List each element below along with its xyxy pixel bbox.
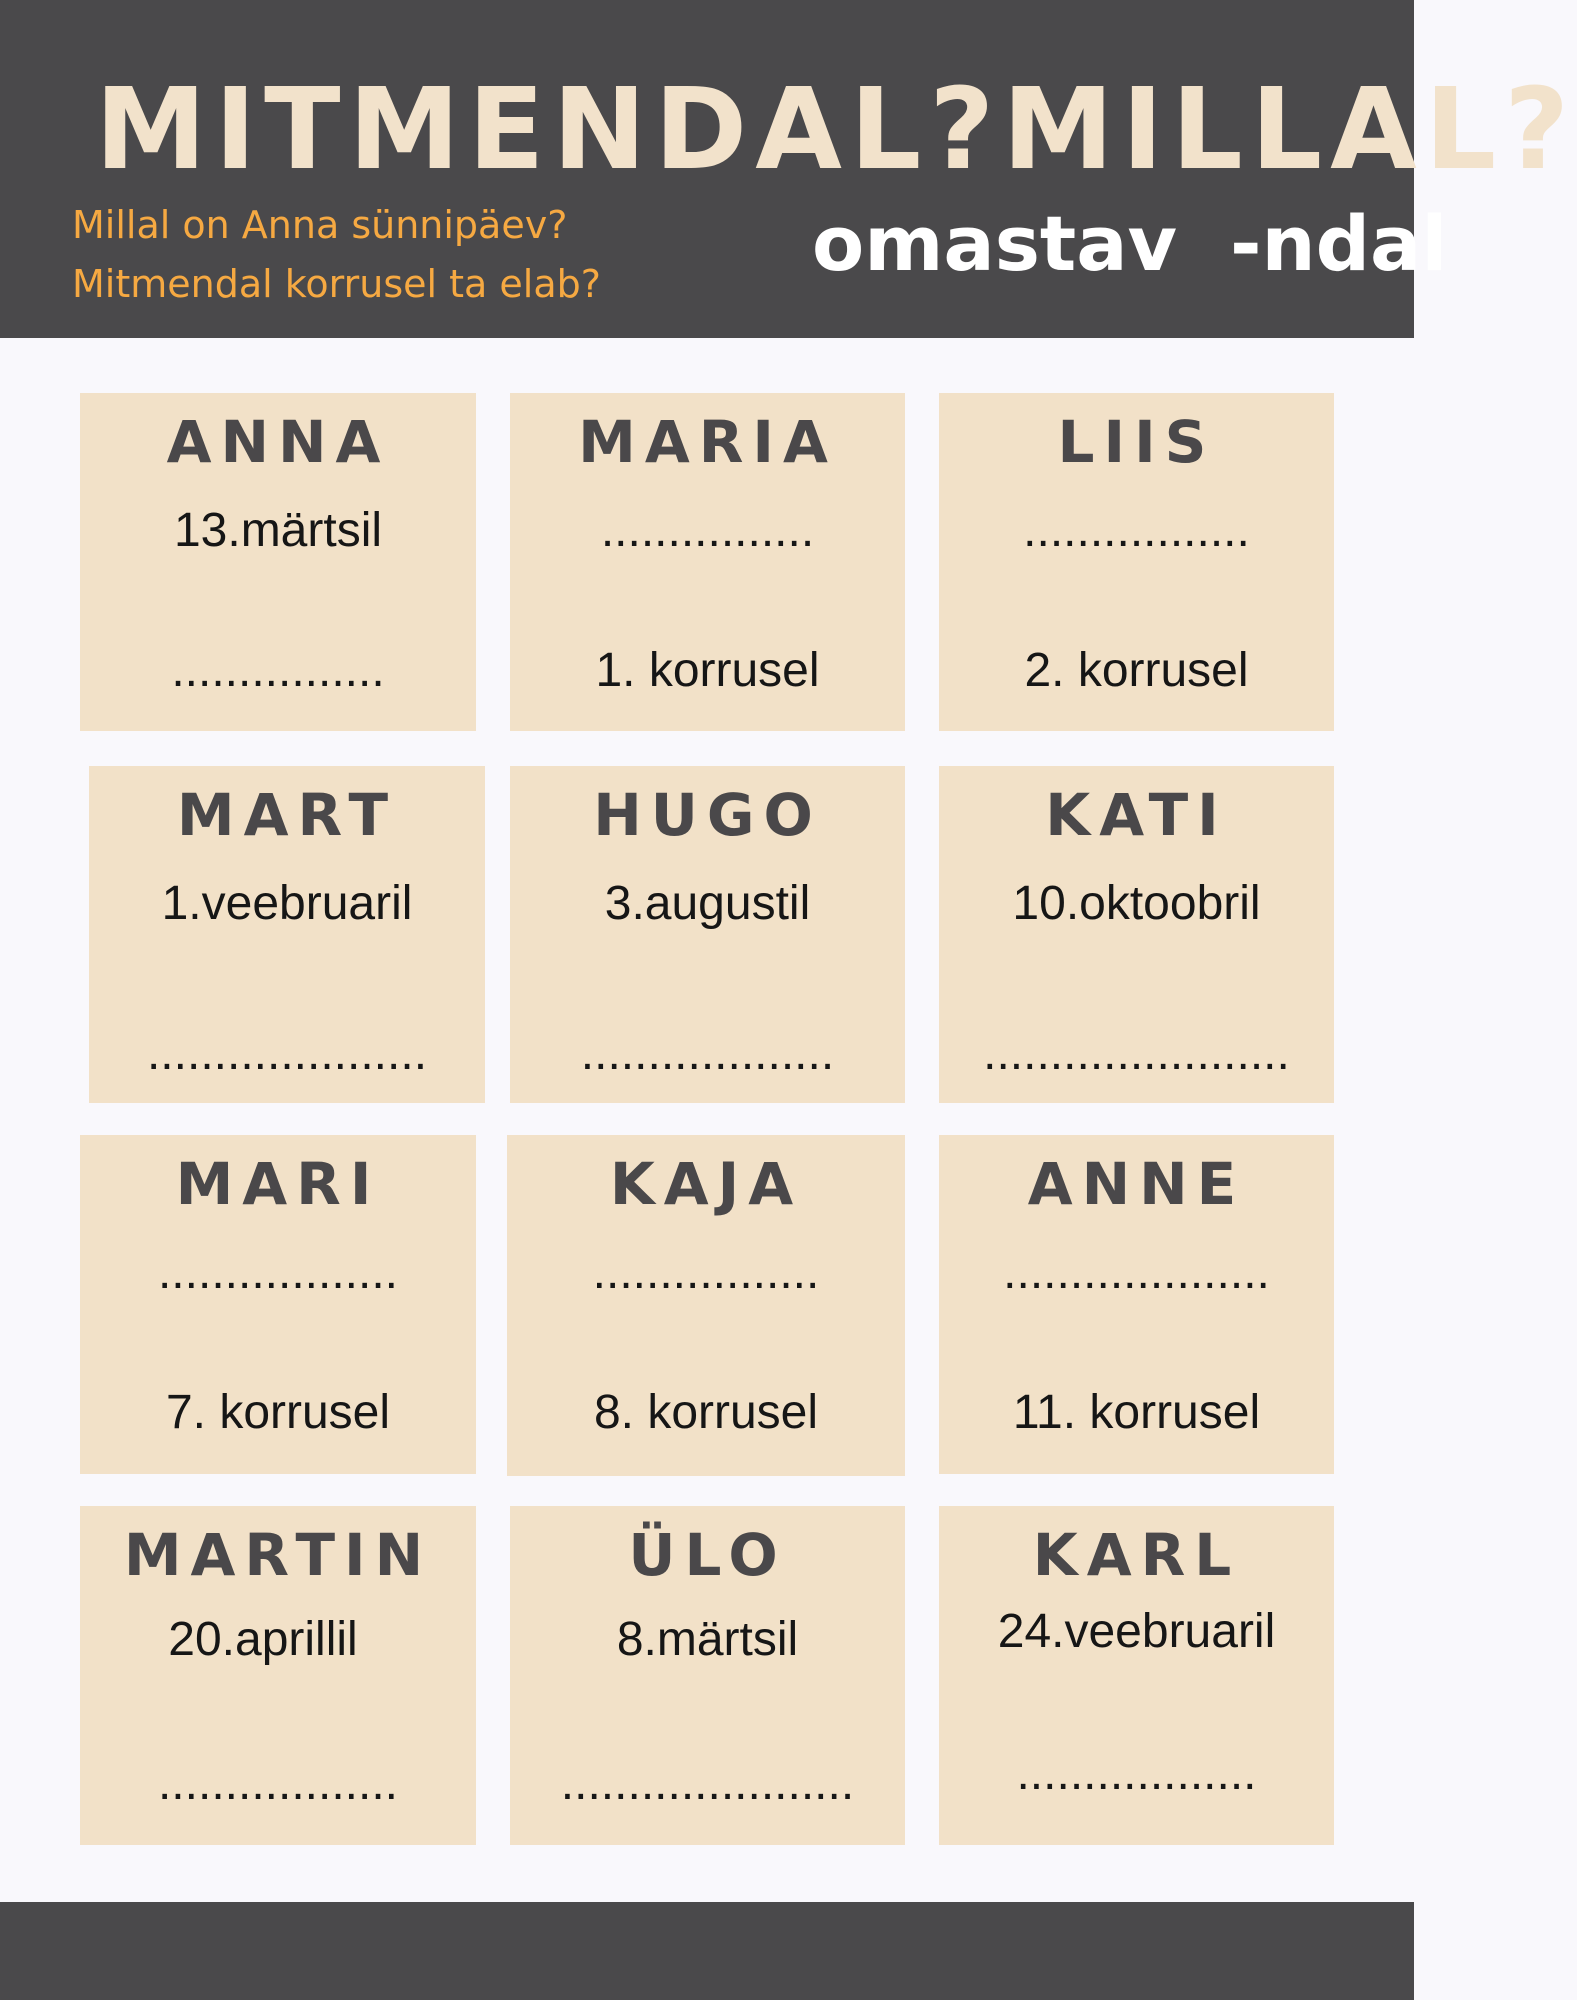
card-name: KATI	[1045, 781, 1228, 849]
card-floor: 2. korrusel	[1024, 644, 1249, 697]
card-name: MARI	[175, 1150, 381, 1218]
question-birthday: Millal on Anna sünnipäev?	[72, 203, 568, 247]
card-blank: ..................	[1016, 1747, 1257, 1800]
question-floor: Mitmendal korrusel ta elab?	[72, 262, 601, 306]
card-martin	[80, 1506, 476, 1845]
card-name: ÜLO	[628, 1521, 787, 1589]
card-kati	[939, 766, 1334, 1103]
question-list	[72, 196, 601, 314]
card-blank: ..................	[157, 1757, 399, 1810]
card-name: ANNA	[166, 408, 390, 476]
card-blank: .................	[1023, 504, 1250, 557]
card-blank: ................	[171, 644, 385, 697]
grammar-subtitle: omastav -ndal	[812, 199, 1448, 288]
card-mari	[80, 1135, 476, 1474]
card-floor: 11. korrusel	[1012, 1386, 1261, 1439]
card-kaja	[507, 1135, 905, 1476]
card-name: KAJA	[609, 1150, 803, 1218]
card-anne	[939, 1135, 1334, 1474]
card-blank: ....................	[1003, 1246, 1270, 1299]
card-name: MARIA	[578, 408, 837, 476]
card-date: 24.veebruaril	[997, 1605, 1276, 1658]
card-blank: ................	[600, 504, 815, 557]
page-title: MITMENDAL?MILLAL?	[95, 65, 1577, 195]
card-name: ANNE	[1027, 1150, 1246, 1218]
card-floor: 7. korrusel	[165, 1386, 391, 1439]
card-date: 3.augustil	[604, 877, 811, 930]
card-name: MART	[176, 781, 398, 849]
card-hugo	[510, 766, 905, 1103]
footer-banner	[0, 1902, 1414, 2000]
card-blank: ...................	[580, 1027, 835, 1080]
card-date: 10.oktoobril	[1012, 877, 1261, 930]
card-liis	[939, 393, 1334, 731]
card-mart	[89, 766, 485, 1103]
card-date: 13.märtsil	[173, 504, 383, 557]
header-banner	[0, 0, 1577, 338]
card-name: MARTIN	[123, 1521, 433, 1589]
card-floor: 1. korrusel	[595, 644, 820, 697]
card-date: 1.veebruaril	[161, 877, 413, 930]
card-blank: ..................	[157, 1246, 399, 1299]
card-karl	[939, 1506, 1334, 1845]
card-date: 8.märtsil	[616, 1613, 799, 1666]
card-floor: 8. korrusel	[593, 1386, 819, 1439]
card-anna	[80, 393, 476, 731]
card-name: HUGO	[593, 781, 822, 849]
card-name: KARL	[1032, 1521, 1241, 1589]
card-blank: .......................	[983, 1027, 1290, 1080]
card-blank: ......................	[560, 1757, 855, 1810]
card-maria	[510, 393, 905, 731]
card-date: 20.aprillil	[168, 1613, 358, 1666]
card-blank: .................	[592, 1246, 820, 1299]
card-name: LIIS	[1057, 408, 1216, 476]
card-blank: .....................	[146, 1027, 428, 1080]
card-ulo	[510, 1506, 905, 1845]
